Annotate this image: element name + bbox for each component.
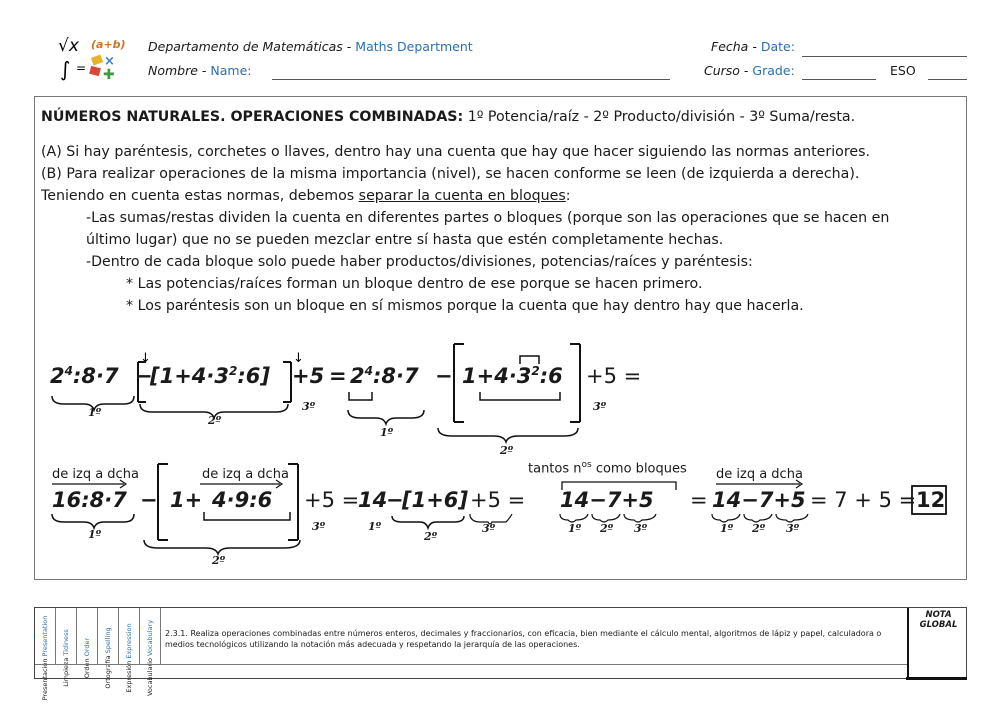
grade-label-1: NOTA xyxy=(925,610,952,620)
note-izq-dcha: de izq a dcha xyxy=(52,467,139,482)
underbrace xyxy=(348,410,424,424)
rubric-col-order: Orden Order xyxy=(77,608,98,664)
name-en: Name: xyxy=(210,63,252,78)
name-field[interactable] xyxy=(272,79,670,80)
expr-r1-minus: − xyxy=(135,364,153,388)
expr-r2-p7: +5 = xyxy=(470,488,526,512)
course-field[interactable] xyxy=(802,79,876,80)
label-second: 2º xyxy=(212,554,226,567)
block-mark xyxy=(480,392,560,400)
expr-r2-p10: 14−7+5 xyxy=(712,488,806,512)
course-en: Grade: xyxy=(752,63,795,78)
expr-r2-p2a: 1+ xyxy=(170,488,203,512)
name-label xyxy=(148,63,252,78)
date-label xyxy=(711,39,795,54)
rubric-divider xyxy=(35,664,907,665)
name-es: Nombre xyxy=(148,63,198,78)
label-first: 1º xyxy=(568,522,582,535)
rubric-col-vocabulary: Vocabulario Vocabulary xyxy=(140,608,161,664)
course-label xyxy=(704,63,795,78)
logo-formula: (a+b) xyxy=(91,38,126,51)
svg-text:✚: ✚ xyxy=(103,67,115,82)
expr-r2-result: 12 xyxy=(916,488,946,512)
expr-r2-p11: = 7 + 5 = xyxy=(810,488,917,512)
rubric-col-expression: Expresión Expression xyxy=(119,608,140,664)
criterion-text: 2.3.1. Realiza operaciones combinadas entre números enteros, decimales y fraccionarios, con eficacia, bien mediante el cálculo mental, algoritmos de lápiz y papel, calculadora o medios tecnológicos utilizando la notación más adecuada y respetando la jerarquía de las operaciones. xyxy=(165,629,882,649)
expr-r2-p3: +5 = xyxy=(304,488,360,512)
label-first: 1º xyxy=(380,426,394,439)
arrow-down-icon: ↓ xyxy=(140,351,151,366)
expr-r2-p1: 16:8·7 xyxy=(52,488,127,512)
intro-pre: Teniendo en cuenta estas normas, debemos xyxy=(41,188,359,204)
course-dash: - xyxy=(739,63,753,78)
expr-r2-minus: − xyxy=(140,488,158,512)
course-value: ESO xyxy=(890,63,916,78)
expr-r2-p6: [1+6] xyxy=(402,488,469,512)
expr-r1-bracket: $[1+4\cdot 3^2:6]$ xyxy=(150,364,270,388)
date-field[interactable] xyxy=(802,56,967,57)
course-field-end xyxy=(928,79,967,80)
underbrace xyxy=(712,514,808,522)
expr-r2-p5: − xyxy=(386,488,404,512)
underbrace xyxy=(52,514,134,528)
label-first: 1º xyxy=(88,528,102,541)
big-bracket-close xyxy=(288,464,298,540)
expr-r1-d: $1+4\cdot 3^2:6$ xyxy=(462,364,563,388)
math-row-2-graphics xyxy=(40,460,960,572)
expr-r1-a: $2^4:8\cdot 7$ xyxy=(50,364,119,388)
sub-bullet2: * Los paréntesis son un bloque en sí mismos porque la cuenta que hay dentro hay que hacerla. xyxy=(126,298,804,314)
arrow-down-icon: ↓ xyxy=(293,351,304,366)
block-mark xyxy=(204,512,290,520)
title-bold: NÚMEROS NATURALES. OPERACIONES COMBINADAS: xyxy=(41,109,464,125)
expr-r1-c: $2^4:8\cdot 7$ xyxy=(350,364,419,388)
underbrace xyxy=(560,514,656,522)
rule-b: (B) Para realizar operaciones de la misma importancia (nivel), se hacen conforme se leen (de izquierda a derecha). xyxy=(41,166,860,182)
grade-cell-bottom-border xyxy=(906,677,967,680)
label-third: 3º xyxy=(302,400,316,413)
rubric-col-spelling: Ortografía Spelling xyxy=(98,608,119,664)
expr-r1-plus5: +5 xyxy=(292,364,325,388)
label-third: 3º xyxy=(786,522,800,535)
expr-r2-p4: 14 xyxy=(358,488,388,512)
department-sep: - xyxy=(342,39,356,54)
department-line xyxy=(148,39,473,54)
expr-r1-tail: +5 = xyxy=(586,364,642,388)
big-bracket-close xyxy=(570,344,580,422)
bullet1-line2: último lugar) que no se pueden mezclar entre sí hasta que estén completamente hechas. xyxy=(86,232,724,248)
grade-cell[interactable] xyxy=(907,608,968,680)
label-second: 2º xyxy=(752,522,766,535)
bullet1-line1: -Las sumas/restas dividen la cuenta en diferentes partes o bloques (porque son las operaciones que se hacen en xyxy=(86,210,890,226)
label-second: 2º xyxy=(500,444,514,457)
rubric-col-presentation: Presentación Presentation xyxy=(35,608,56,664)
power-block-mark xyxy=(520,356,539,364)
logo xyxy=(56,34,126,82)
label-second: 2º xyxy=(600,522,614,535)
rubric-box xyxy=(34,607,967,701)
note-izq-dcha: de izq a dcha xyxy=(202,467,289,482)
power-block-mark xyxy=(349,392,372,400)
label-second: 2º xyxy=(208,414,222,427)
expr-r1-c-minus: − xyxy=(435,364,453,388)
intro-underline: separar la cuenta en bloques xyxy=(358,188,566,204)
rule-a: (A) Si hay paréntesis, corchetes o llaves, dentro hay una cuenta que hay que hacer siguiendo las normas anteriores. xyxy=(41,144,870,160)
svg-text:√x: √x xyxy=(58,36,79,56)
name-dash: - xyxy=(197,63,211,78)
label-first: 1º xyxy=(720,522,734,535)
expr-r2-p8: 14−7+5 xyxy=(560,488,654,512)
grade-label-2: GLOBAL xyxy=(919,620,958,630)
underbrace xyxy=(438,428,578,442)
label-third: 3º xyxy=(593,400,607,413)
label-first: 1º xyxy=(88,406,102,419)
department-en: Maths Department xyxy=(355,39,473,54)
underbrace xyxy=(392,516,464,528)
expr-r2-p9: = xyxy=(690,488,708,512)
bracket-close xyxy=(283,362,291,402)
math-row-1 xyxy=(40,340,660,460)
big-bracket-open xyxy=(158,464,168,540)
department-es: Departamento de Matemáticas xyxy=(148,39,343,54)
svg-text:=: = xyxy=(76,61,87,75)
svg-text:×: × xyxy=(104,54,115,69)
label-third: 3º xyxy=(312,520,326,533)
note-izq-dcha: de izq a dcha xyxy=(716,467,803,482)
math-row-2 xyxy=(40,460,960,572)
label-third: 3º xyxy=(482,522,496,535)
note-tantos: tantos $n^{os}$ como bloques xyxy=(528,460,687,477)
intro-line xyxy=(41,185,571,207)
date-es: Fecha xyxy=(711,39,749,54)
title-line xyxy=(41,106,855,128)
expr-r1-eq: = xyxy=(329,364,347,388)
intro-post: : xyxy=(565,188,571,204)
bullet2: -Dentro de cada bloque solo puede haber productos/divisiones, potencias/raíces y paréntesis: xyxy=(86,254,753,270)
course-es: Curso xyxy=(704,63,740,78)
rubric-col-tidiness: Limpieza Tidiness xyxy=(56,608,77,664)
expr-r2-p2b: 4·9:6 xyxy=(212,488,273,512)
label-first: 1º xyxy=(368,520,382,533)
math-row-1-graphics xyxy=(40,340,660,460)
label-second: 2º xyxy=(424,530,438,543)
sub-bullet1: * Las potencias/raíces forman un bloque dentro de ese porque se hacen primero. xyxy=(126,276,703,292)
math-logo-icon xyxy=(56,34,126,82)
label-third: 3º xyxy=(634,522,648,535)
underbrace xyxy=(144,540,300,554)
date-dash: - xyxy=(748,39,761,54)
title-rest: 1º Potencia/raíz - 2º Producto/división - 3º Suma/resta. xyxy=(463,109,856,125)
date-en: Date: xyxy=(760,39,795,54)
svg-text:∫: ∫ xyxy=(60,57,71,81)
